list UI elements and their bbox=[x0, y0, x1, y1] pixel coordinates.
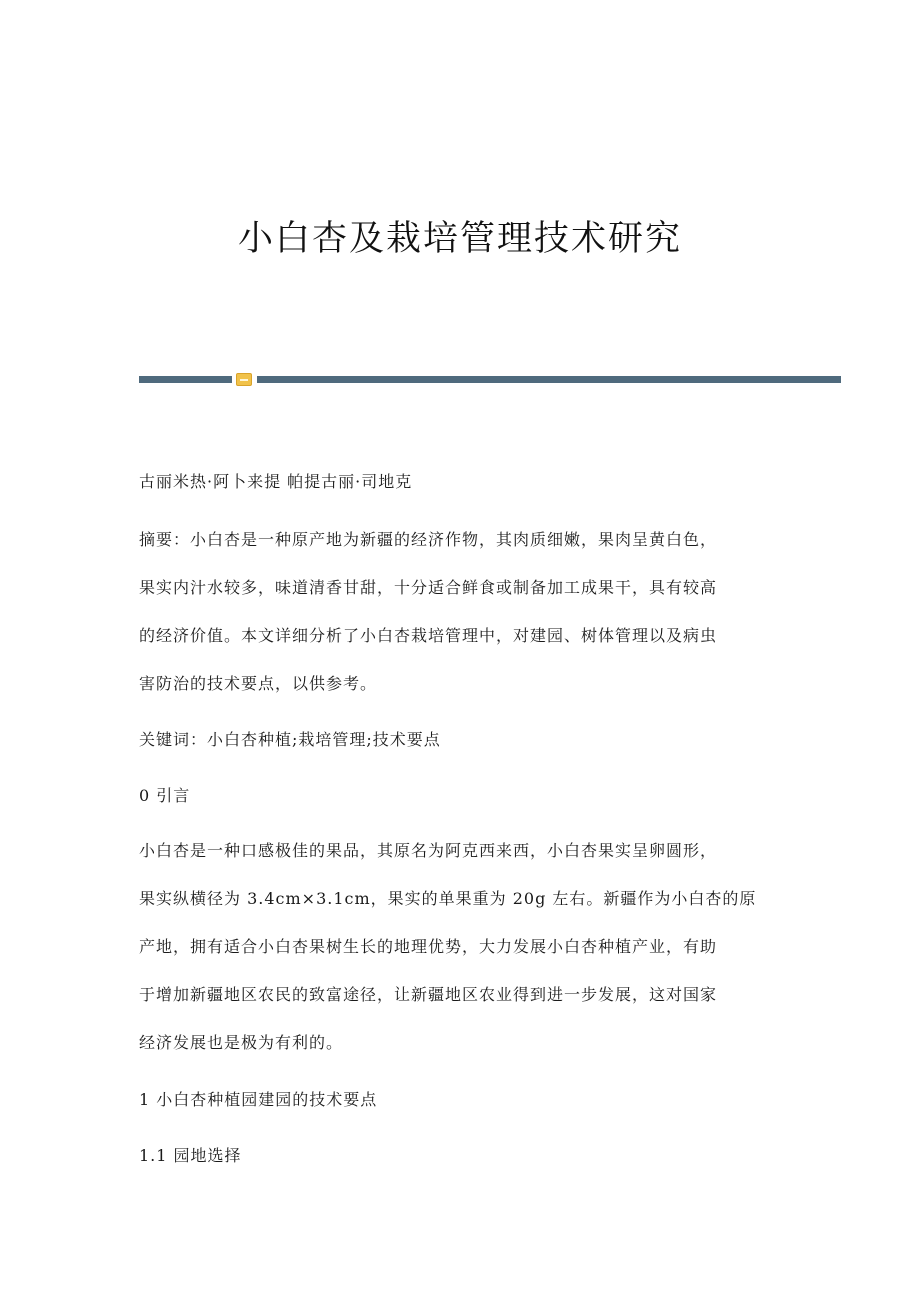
authors: 古丽米热·阿卜来提 帕提古丽·司地克 bbox=[139, 472, 413, 491]
keywords: 关键词：小白杏种植;栽培管理;技术要点 bbox=[139, 730, 441, 749]
abstract-line: 的经济价值。本文详细分析了小白杏栽培管理中，对建园、树体管理以及病虫 bbox=[139, 626, 718, 645]
divider-badge-icon bbox=[236, 373, 252, 386]
intro-line: 经济发展也是极为有利的。 bbox=[139, 1033, 344, 1052]
abstract-line: 摘要：小白杏是一种原产地为新疆的经济作物，其肉质细嫩，果肉呈黄白色， bbox=[139, 530, 718, 549]
divider-bar-left bbox=[139, 376, 232, 383]
intro-line: 小白杏是一种口感极佳的果品，其原名为阿克西来西，小白杏果实呈卵圆形， bbox=[139, 841, 718, 860]
abstract-line: 果实内汁水较多，味道清香甘甜，十分适合鲜食或制备加工成果干，具有较高 bbox=[139, 578, 718, 597]
intro-line: 产地，拥有适合小白杏果树生长的地理优势，大力发展小白杏种植产业，有助 bbox=[139, 937, 718, 956]
intro-line: 于增加新疆地区农民的致富途径，让新疆地区农业得到进一步发展，这对国家 bbox=[139, 985, 718, 1004]
abstract-line: 害防治的技术要点，以供参考。 bbox=[139, 674, 378, 693]
section-1-1-heading: 1.1 园地选择 bbox=[139, 1146, 242, 1165]
intro-line: 果实纵横径为 3.4cm×3.1cm，果实的单果重为 20g 左右。新疆作为小白杏的原 bbox=[139, 889, 757, 908]
divider-bar-right bbox=[257, 376, 841, 383]
document-title: 小白杏及栽培管理技术研究 bbox=[237, 219, 682, 259]
section-1-heading: 1 小白杏种植园建园的技术要点 bbox=[139, 1090, 378, 1109]
title-divider bbox=[139, 373, 841, 387]
section-0-heading: 0 引言 bbox=[139, 786, 191, 805]
